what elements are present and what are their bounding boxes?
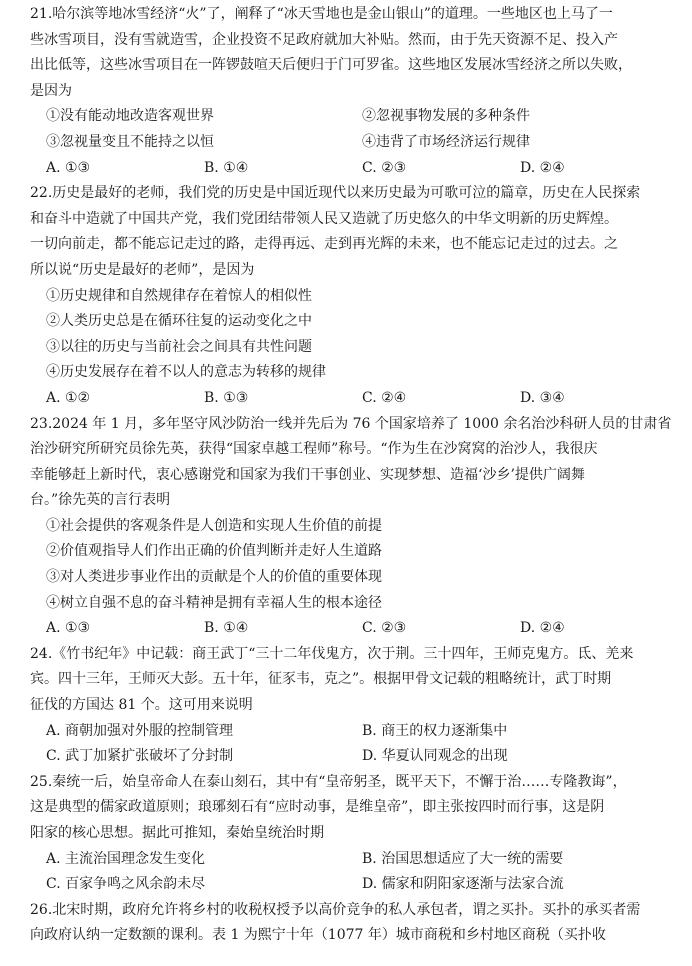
statement: ③对人类进步事业作出的贡献是个人的价值的重要体现 xyxy=(46,569,382,586)
question-stem-line: 幸能够赶上新时代，衷心感谢党和国家为我们干事创业、实现梦想、造福‘沙乡’提供广阔舞 xyxy=(30,466,585,483)
statement: ②人类历史总是在循环往复的运动变化之中 xyxy=(46,313,312,330)
statement: ②忽视事物发展的多种条件 xyxy=(362,108,530,125)
choice-row xyxy=(30,386,678,412)
question-stem-line: 阳家的核心思想。据此可推知，秦始皇统治时期 xyxy=(30,825,324,841)
choice-c[interactable]: C. 百家争鸣之风余韵未尽 xyxy=(46,876,206,893)
choice-b[interactable]: B. ①④ xyxy=(204,159,249,176)
question-stem-line: 征伐的方国达 81 个。这可用来说明 xyxy=(30,697,253,714)
question-24 xyxy=(30,642,678,770)
choice-row xyxy=(30,719,678,745)
statement: ④违背了市场经济运行规律 xyxy=(362,133,530,150)
question-stem-line: 和奋斗中造就了中国共产党，我们党团结带领人民又造就了历史悠久的中华文明新的历史辉煌。 xyxy=(30,210,618,227)
question-stem-line: 向政府认纳一定数额的课利。表 1 为熙宁十年（1077 年）城市商税和乡村地区商税（买扑收 xyxy=(30,927,606,944)
question-stem-line: 24.《竹书纪年》中记载：商王武丁“三十二年伐鬼方，次于荆。三十四年，王师克鬼方。氐、羌来 xyxy=(30,645,634,662)
choice-row xyxy=(30,616,678,642)
question-stem-line: 21.哈尔滨等地冰雪经济“火”了，阐释了“冰天雪地也是金山银山”的道理。一些地区也上马了一 xyxy=(30,6,613,22)
question-stem-line: 出比低等，这些冰雪项目在一阵锣鼓喧天后便归于门可罗雀。这些地区发展冰雪经济之所以失败， xyxy=(30,57,632,74)
question-stem-line: 26.北宋时期，政府允许将乡村的收税权授予以高价竞争的私人承包者，谓之买扑。买扑的承买者需 xyxy=(30,901,641,918)
choice-a[interactable]: A. ①② xyxy=(46,389,91,406)
statement: ①历史规律和自然规律存在着惊人的相似性 xyxy=(46,287,312,304)
question-stem-line: 宾。四十三年，王师灭大彭。五十年，征豕韦，克之”。根据甲骨文记载的粗略统计，武丁时期 xyxy=(30,671,612,688)
choice-row xyxy=(30,744,678,770)
choice-d[interactable]: D. 儒家和阴阳家逐渐与法家合流 xyxy=(362,876,564,893)
question-stem-line: 25.秦统一后，始皇帝命人在泰山刻石，其中有“皇帝躬圣，既平天下，不懈于治……专隆教诲”， xyxy=(30,773,627,790)
question-stem-line: 是因为 xyxy=(30,82,72,99)
choice-d[interactable]: D. ②④ xyxy=(520,159,565,176)
question-stem-line: 一切向前走，都不能忘记走过的路，走得再远、走到再光辉的未来，也不能忘记走过的过去。之 xyxy=(30,236,618,253)
choice-b[interactable]: B. 治国思想适应了大一统的需要 xyxy=(362,850,564,867)
question-stem-line: 些冰雪项目，没有雪就造雪，企业投资不足政府就加大补贴。然而，由于先天资源不足、投入产 xyxy=(30,31,618,48)
choice-d[interactable]: D. 华夏认同观念的出现 xyxy=(362,748,508,765)
choice-c[interactable]: C. ②③ xyxy=(362,159,407,176)
statement: ④历史发展存在着不以人的意志为转移的规律 xyxy=(46,364,326,381)
statement: ④树立自强不息的奋斗精神是拥有幸福人生的根本途径 xyxy=(46,594,382,611)
choice-c[interactable]: C. ②③ xyxy=(362,620,407,637)
question-25 xyxy=(30,770,678,898)
choice-b[interactable]: B. ①③ xyxy=(204,389,249,406)
choice-a[interactable]: A. 主流治国理念发生变化 xyxy=(46,850,206,867)
question-21 xyxy=(30,2,678,181)
choice-a[interactable]: A. ①③ xyxy=(46,159,91,176)
choice-d[interactable]: D. ②④ xyxy=(520,620,565,637)
question-22 xyxy=(30,181,678,411)
question-stem-line: 23.2024 年 1 月，多年坚守风沙防治一线并先后为 76 个国家培养了 1000 余名治沙科研人员的甘肃省 xyxy=(30,415,672,432)
choice-row xyxy=(30,156,678,182)
question-stem-line: 所以说“历史是最好的老师”，是因为 xyxy=(30,261,255,278)
question-stem-line: 台。”徐先英的言行表明 xyxy=(30,492,171,509)
choice-c[interactable]: C. 武丁加紧扩张破坏了分封制 xyxy=(46,748,234,765)
choice-a[interactable]: A. 商朝加强对外服的控制管理 xyxy=(46,722,234,739)
choice-row xyxy=(30,872,678,898)
choice-a[interactable]: A. ①③ xyxy=(46,620,91,637)
question-26 xyxy=(30,898,678,949)
statement: ③以往的历史与当前社会之间具有共性问题 xyxy=(46,338,312,355)
choice-d[interactable]: D. ③④ xyxy=(520,389,565,406)
choice-row xyxy=(30,847,678,873)
question-23 xyxy=(30,412,678,642)
statement: ①社会提供的客观条件是人创造和实现人生价值的前提 xyxy=(46,517,382,534)
question-stem-line: 22.历史是最好的老师，我们党的历史是中国近现代以来历史最为可歌可泣的篇章，历史在人民探索 xyxy=(30,185,641,202)
statement: ②价值观指导人们作出正确的价值判断并走好人生道路 xyxy=(46,543,382,560)
question-stem-line: 这是典型的儒家政道原则；琅琊刻石有“应时动事，是维皇帝”，即主张按四时而行事，这是阴 xyxy=(30,799,605,816)
question-stem-line: 治沙研究所研究员徐先英，获得“国家卓越工程师”称号。“作为生在沙窝窝的治沙人，我很庆 xyxy=(30,441,598,458)
statement: ③忽视量变且不能持之以恒 xyxy=(46,133,214,150)
statement-row xyxy=(30,104,678,130)
choice-c[interactable]: C. ②④ xyxy=(362,389,407,406)
statement: ①没有能动地改造客观世界 xyxy=(46,108,214,125)
choice-b[interactable]: B. 商王的权力逐渐集中 xyxy=(362,722,508,739)
statement-row xyxy=(30,130,678,156)
choice-b[interactable]: B. ①④ xyxy=(204,620,249,637)
